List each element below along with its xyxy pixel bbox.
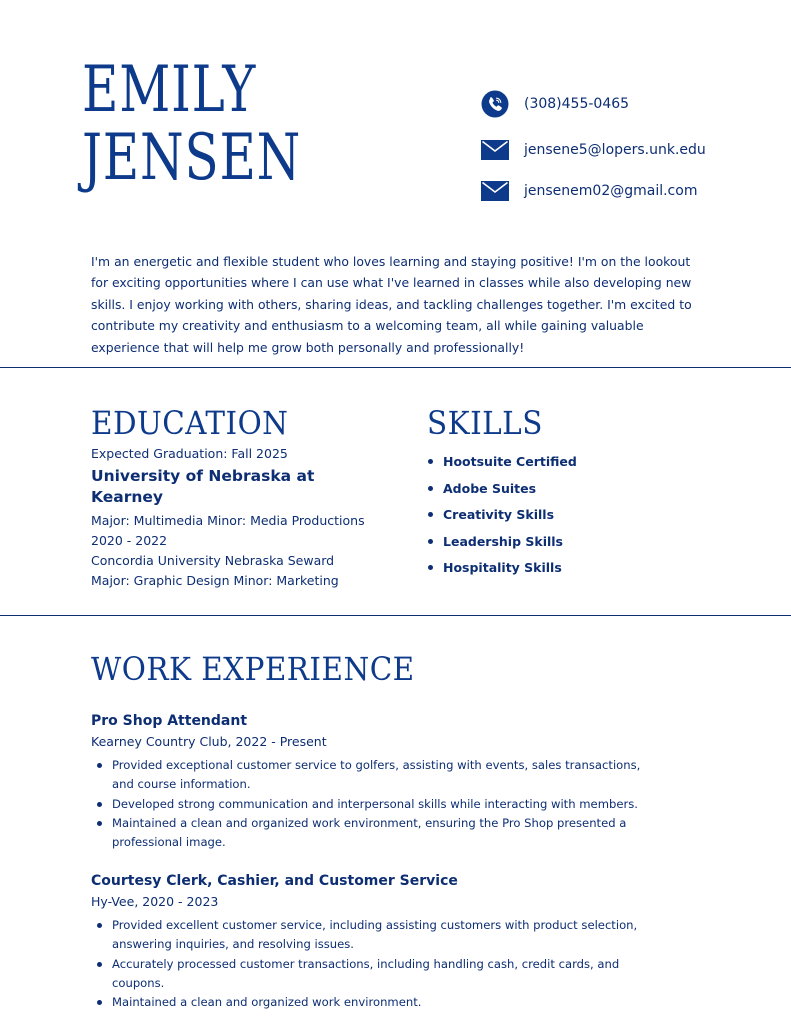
mail-icon bbox=[481, 136, 509, 164]
personal-email[interactable]: jensenem02@gmail.com bbox=[524, 183, 698, 199]
major-minor-unk: Major: Multimedia Minor: Media Productions bbox=[91, 513, 365, 528]
job-employer: Kearney Country Club, 2022 - Present bbox=[91, 734, 327, 749]
job-bullet: Maintained a clean and organized work environment, ensuring the Pro Shop presented a professional image. bbox=[91, 814, 651, 853]
contact-email-school bbox=[481, 136, 781, 164]
job-bullet: Maintained a clean and organized work environment. bbox=[91, 993, 651, 1012]
first-name: EMILY bbox=[82, 53, 257, 127]
work-experience-heading: WORK EXPERIENCE bbox=[91, 650, 415, 688]
job-entry bbox=[91, 711, 651, 852]
skills-list bbox=[427, 452, 577, 585]
job-bullets bbox=[91, 756, 651, 852]
concordia-years: 2020 - 2022 bbox=[91, 533, 168, 548]
graduation-date: Expected Graduation: Fall 2025 bbox=[91, 446, 288, 461]
skill-item: Leadership Skills bbox=[427, 532, 577, 559]
mail-icon bbox=[481, 177, 509, 205]
section-divider bbox=[0, 367, 791, 368]
skill-item: Hospitality Skills bbox=[427, 558, 577, 585]
school-email[interactable]: jensene5@lopers.unk.edu bbox=[524, 142, 706, 158]
job-bullet: Accurately processed customer transactions, including handling cash, credit cards, and coupons. bbox=[91, 955, 651, 994]
job-bullet: Provided excellent customer service, including assisting customers with product selection, answering inquiries, and resolving issues. bbox=[91, 916, 651, 955]
skill-item: Adobe Suites bbox=[427, 479, 577, 506]
job-bullet: Developed strong communication and interpersonal skills while interacting with members. bbox=[91, 795, 651, 814]
phone-icon bbox=[481, 90, 509, 118]
job-title: Pro Shop Attendant bbox=[91, 713, 248, 729]
major-minor-concordia: Major: Graphic Design Minor: Marketing bbox=[91, 573, 339, 588]
candidate-name bbox=[82, 53, 302, 195]
section-divider bbox=[0, 615, 791, 616]
summary-paragraph: I'm an energetic and flexible student who loves learning and staying positive! I'm on the lookout for exciting opportunities where I can use what I've learned in classes while also developing new skills. I enjoy working with others, sharing ideas, and tackling challenges together. I'm excited to contribute my creativity and enthusiasm to a welcoming team, all while gaining valuable experience that will help me grow both personally and professionally! bbox=[91, 254, 692, 355]
job-entry bbox=[91, 871, 651, 1012]
job-employer: Hy-Vee, 2020 - 2023 bbox=[91, 894, 219, 909]
university-name: University of Nebraska at Kearney bbox=[91, 467, 315, 506]
last-name: JENSEN bbox=[82, 121, 302, 195]
contact-email-personal bbox=[481, 177, 781, 205]
education-heading: EDUCATION bbox=[91, 404, 289, 442]
skill-item: Hootsuite Certified bbox=[427, 452, 577, 479]
education-section bbox=[91, 444, 381, 591]
skills-heading: SKILLS bbox=[427, 404, 543, 442]
concordia-name: Concordia University Nebraska Seward bbox=[91, 553, 335, 568]
job-bullets bbox=[91, 916, 651, 1012]
job-bullet: Provided exceptional customer service to golfers, assisting with events, sales transactions, and course information. bbox=[91, 756, 651, 795]
skill-item: Creativity Skills bbox=[427, 505, 577, 532]
job-title: Courtesy Clerk, Cashier, and Customer Service bbox=[91, 873, 458, 889]
contact-phone bbox=[481, 90, 781, 118]
phone-number[interactable]: (308)455-0465 bbox=[524, 96, 630, 112]
